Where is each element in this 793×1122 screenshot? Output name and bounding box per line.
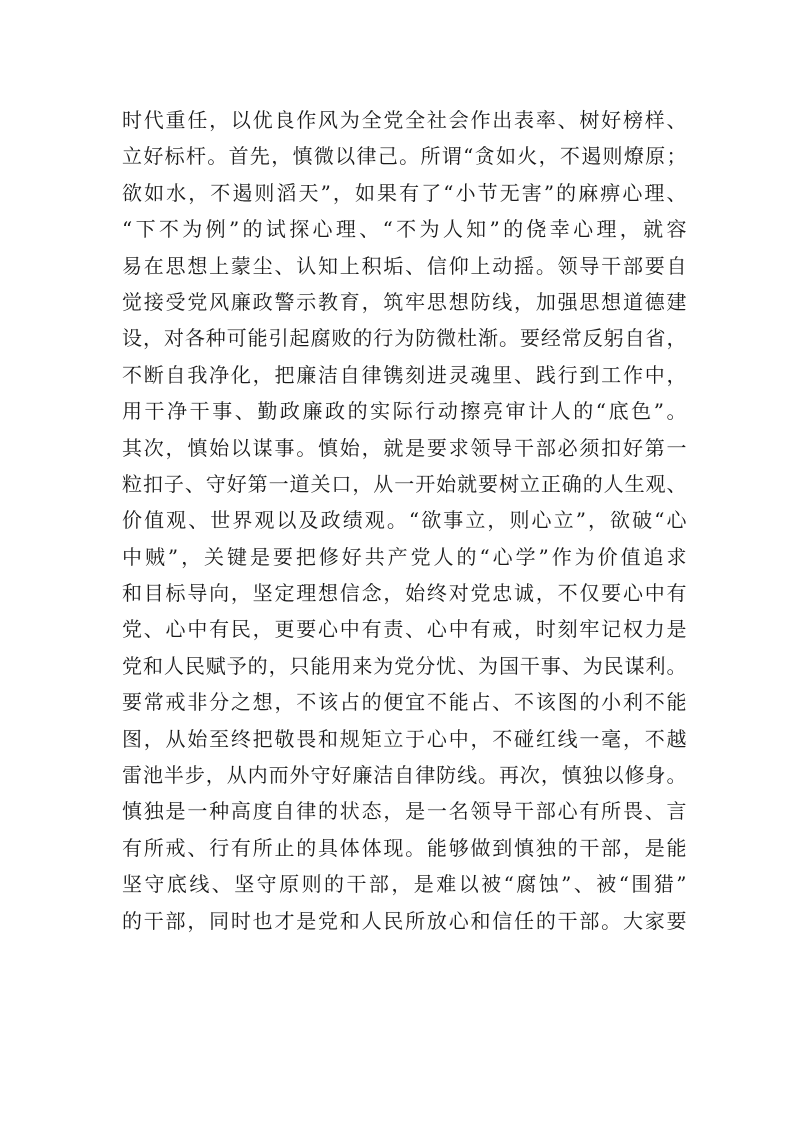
text-line: 中贼”，关键是要把修好共产党人的“心学”作为价值追求 [122, 544, 687, 569]
text-line: 觉接受党风廉政警示教育，筑牢思想防线，加强思想道德建 [122, 289, 687, 314]
text-line: 党、心中有民，更要心中有责、心中有戒，时刻牢记权力是 [122, 617, 687, 642]
text-line: 慎独是一种高度自律的状态，是一名领导干部心有所畏、言 [122, 799, 687, 824]
text-line: 不断自我净化，把廉洁自律镌刻进灵魂里、践行到工作中， [122, 362, 687, 387]
text-line: 用干净干事、勤政廉政的实际行动擦亮审计人的“底色”。 [122, 399, 687, 424]
text-line: “下不为例”的试探心理、“不为人知”的侥幸心理，就容 [122, 217, 687, 242]
text-line: 设，对各种可能引起腐败的行为防微杜渐。要经常反躬自省， [122, 326, 687, 351]
text-line: 其次，慎始以谋事。慎始，就是要求领导干部必须扣好第一 [122, 435, 687, 460]
text-line: 欲如水，不遏则滔天”，如果有了“小节无害”的麻痹心理、 [122, 180, 687, 205]
text-line: 图，从始至终把敬畏和规矩立于心中，不碰红线一毫，不越 [122, 726, 687, 751]
text-line: 雷池半步，从内而外守好廉洁自律防线。再次，慎独以修身。 [122, 763, 687, 788]
text-line: 党和人民赋予的，只能用来为党分忧、为国干事、为民谋利。 [122, 653, 687, 678]
text-line: 易在思想上蒙尘、认知上积垢、信仰上动摇。领导干部要自 [122, 253, 687, 278]
text-line: 价值观、世界观以及政绩观。“欲事立，则心立”，欲破“心 [122, 508, 687, 533]
text-line: 和目标导向，坚定理想信念，始终对党忠诚，不仅要心中有 [122, 581, 687, 606]
body-paragraph [122, 102, 687, 939]
text-line: 的干部，同时也才是党和人民所放心和信任的干部。大家要 [122, 908, 687, 933]
text-line: 有所戒、行有所止的具体体现。能够做到慎独的干部，是能 [122, 835, 687, 860]
text-line: 立好标杆。首先，慎微以律己。所谓“贪如火，不遏则燎原； [122, 144, 687, 169]
text-line: 要常戒非分之想，不该占的便宜不能占、不该图的小利不能 [122, 690, 687, 715]
text-line: 粒扣子、守好第一道关口，从一开始就要树立正确的人生观、 [122, 471, 687, 496]
text-line: 坚守底线、坚守原则的干部，是难以被“腐蚀”、被“围猎” [122, 872, 687, 897]
text-line: 时代重任，以优良作风为全党全社会作出表率、树好榜样、 [122, 108, 687, 132]
